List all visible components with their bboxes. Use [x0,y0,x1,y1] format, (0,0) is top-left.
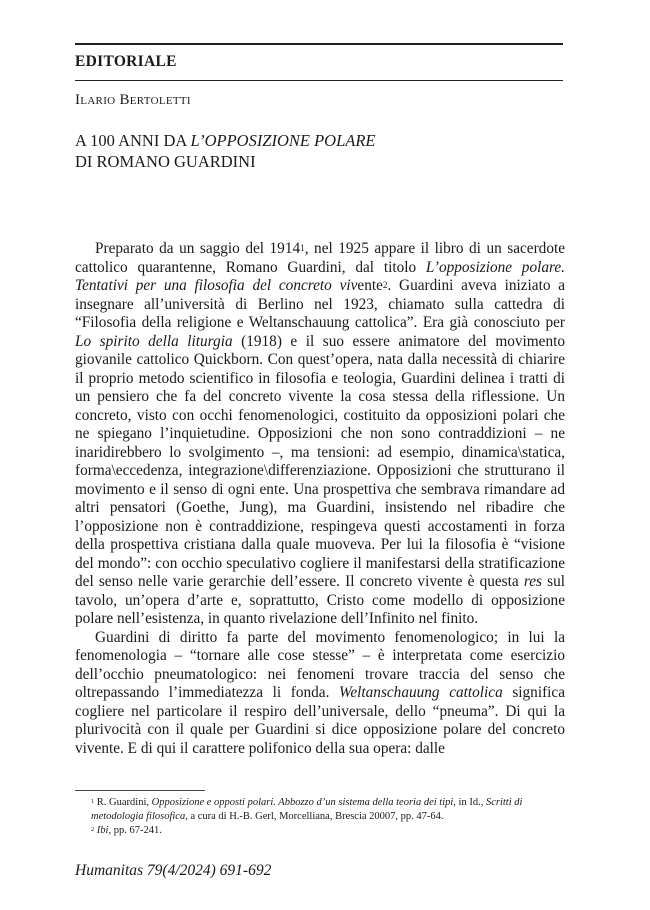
text-run: , nel 1925 appare il libro di un sacerdote cattolico quarantenne, Romano Guardini, dal titolo [75,240,566,276]
text-run: R. Guardini, [94,797,152,808]
paragraph-1 [75,240,565,629]
italic-text: Weltanschauung cattolica [339,684,503,701]
paragraph-2 [75,629,565,759]
article-title [75,130,376,172]
journal-citation: Humanitas 79(4/2024) 691-692 [75,862,272,879]
italic-text: res [523,573,542,590]
text-run: , pp. 67-241. [108,825,162,836]
title-work: L’OPPOSIZIONE POLARE [190,131,376,150]
footnote-ref: 1 [91,798,95,805]
text-run: Guardini di diritto fa parte del movimento fenomenologico; in lui la fenomenologia – “tornare alle cose stesse” – è interpretata come esercizio dell’occhio pneumatologico: nei fenomeni trovare traccia del senso che oltrepassando l’immediatezza li fonda. [75,628,565,701]
footnote-rule [75,790,205,791]
footnote-ref: 1 [300,243,305,253]
footnotes [75,796,565,838]
text-run: , a cura di H.-B. Gerl, Morcelliana, Brescia 20007, pp. 47-64. [185,811,444,822]
text-run: . Guardini aveva iniziato a insegnare all’università di Berlino nel 1923, chiamato sulla cattedra di “Filosofia della religione e Weltanschauung cattolica”. Era già conosciuto per [75,277,565,331]
article-body [75,240,565,758]
italic-text: L’opposizione polare. Tentativi per una filosofia del concreto viv [75,258,565,294]
footnote-2 [75,824,565,838]
italic-text: Lo spirito della liturgia [75,332,233,350]
text-run: ente [357,277,383,294]
title-line-2: DI ROMANO GUARDINI [75,152,256,171]
italic-text: Opposizione e opposti polari. Abbozzo d’un sistema della teoria dei tipi [151,797,454,808]
text-run: sul tavolo, un’opera d’arte e, soprattutto, Cristo come modello di opposizione polare nell’esistenza, in quanto rivelazione dell’Infinito nel finito. [75,573,565,627]
text-run: (1918) e il suo essere animatore del movimento giovanile cattolico Quickborn. Con quest’opera, nata dalla necessità di chiarire il proprio metodo scientifico in filosofia e teologia, Guardini delinea i tratti di un pensiero che fa del concreto vivente la cosa stessa della riflessione. Un concreto, visto con occhi fenomenologici, costituito da opposizioni polari che ne spiegano l’inquietudine. Opposizioni che non sono contraddizioni – ne inaridirebbero lo svolgimento –, ma tensioni: ad esempio, dinamica\statica, forma\eccedenza, integrazione\differenziazione. Opposizioni che strutturano il movimento e il senso di ogni ente. Una prospettiva che sembrava rimandare ad altri pensatori (Goethe, Jung), ma Guardini, insistendo nel ribadire che l’opposizione non è contraddizione, respingeva questi accostamenti in forza della prospettiva cristiana dalla quale muoveva. Per lui la filosofia è “visione del mondo”: con occhio speculativo cogliere il manifestarsi della stratificazione del senso nelle varie gerarchie dell’essere. Il concreto vivente è questa [75,332,566,590]
footnote-1 [75,796,565,824]
title-line-1 [75,130,376,151]
header-bottom-rule [75,80,563,81]
text-run: Preparato da un saggio del 1914 [95,240,301,257]
footnote-ref: 2 [91,826,95,833]
title-prefix: A 100 ANNI DA [75,131,191,150]
author-name: Ilario Bertoletti [75,92,191,108]
italic-text: Ibi [96,825,109,836]
text-run: , in Id., [453,797,486,808]
footnote-ref: 2 [382,280,388,290]
text-run: significa cogliere nel particolare il respiro dell’universale, dello “pneuma”. Di qui la plurivocità con il quale per Guardini si dice opposizione polare del concreto vivente. E di qui il carattere polifonico della sua opera: dalle [75,684,566,757]
italic-text: Scritti di metodologia filosofica [91,797,523,822]
header-top-rule [75,43,563,45]
section-heading: EDITORIALE [75,53,177,70]
